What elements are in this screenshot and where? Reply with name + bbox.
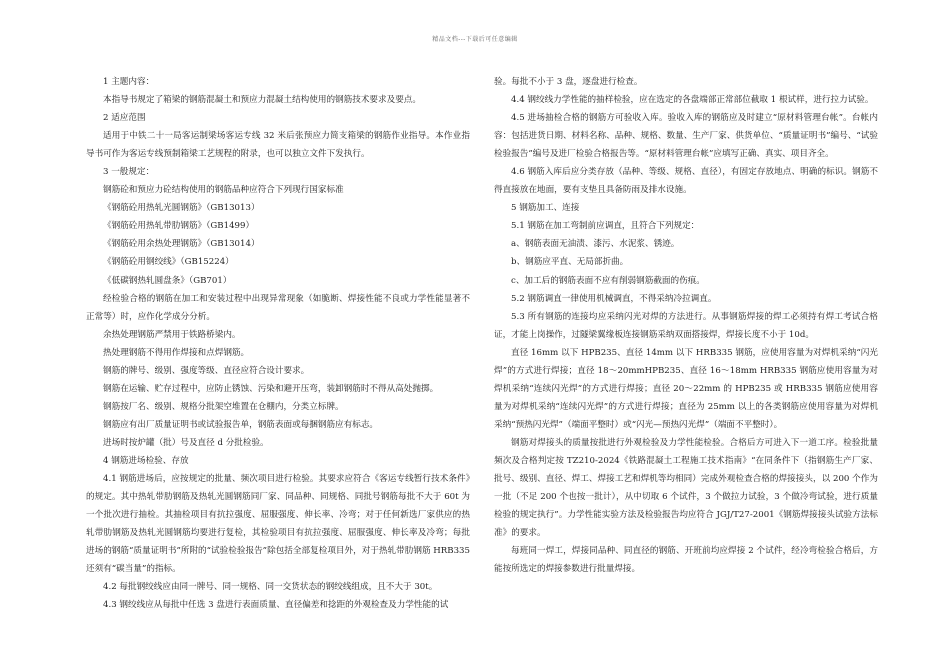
paragraph: 钢筋对焊接头的质量按批进行外观检验及力学性能检验。合格后方可进入下一道工序。检验批量频次及合格判定按 TZ210-2024《铁路混凝土工程施工技术指南》“在同条件下（指钢筋生产厂家、批号、级别、直径、焊工、焊接工艺和焊机等均相同）完成外观检查合格的焊接接头，以 200 个作为一批（不足 200 个也按一批计），从中切取 6 个试件，3 个做拉力试验，3 个做冷弯试验，进行质量检验的规定执行”。力学性能实验方法及检验报告均应符合 JGJ/T27-2001《钢筋焊接接头试验方法标准》的要求。 [494, 437, 878, 539]
paragraph: 每班同一焊工，焊接同品种、同直径的钢筋、开班前均应焊接 2 个试件，经冷弯检验合格后，方能按所选定的焊接参数进行批量焊接。 [494, 546, 878, 575]
paragraph: 钢筋应有出厂质量证明书或试验报告单，钢筋表面或每捆钢筋应有标志。 [103, 419, 379, 430]
left-column [86, 73, 470, 614]
paragraph: 《钢筋砼用钢绞线》（GB15224） [103, 257, 234, 268]
paragraph: 4.5 进场抽检合格的钢筋方可验收入库。验收入库的钢筋应及时建立“原材料管理台帐”。台帐内容：包括进货日期、材料名称、品种、规格、数量、生产厂家、供货单位、“质量证明书”编号、“试验检验报告”编号及进厂检验合格报告等。“原材料管理台帐”应填写正确、真实、项目齐全。 [494, 113, 878, 160]
paragraph: 钢筋的牌号、级别、强度等级、直径应符合设计要求。 [103, 365, 310, 376]
paragraph: 《低碳钢热轧圆盘条》（GB701） [103, 275, 232, 286]
paragraph: 2 适应范围 [103, 113, 146, 124]
paragraph: 《钢筋砼用热轧带肋钢筋》（GB1499） [103, 221, 255, 232]
paragraph: 4.2 每批钢绞线应由同一牌号、同一规格、同一交货状态的钢绞线组成，且不大于 30t。 [103, 582, 438, 593]
paragraph: 钢筋在运输、贮存过程中，应防止锈蚀、污染和避开压弯，装卸钢筋时不得从高处抛掷。 [103, 383, 439, 394]
paragraph: 《钢筋砼用热轧光圆钢筋》（GB13013） [103, 203, 260, 214]
paragraph: 5 钢筋加工、连接 [511, 203, 580, 214]
paragraph: c、加工后的钢筋表面不应有削弱钢筋截面的伤痕。 [511, 275, 705, 286]
paragraph: 4.4 钢绞线力学性能的抽样检验，应在选定的各盘端部正常部位截取 1 根试样，进行拉力试验。 [511, 95, 874, 106]
paragraph: 热处理钢筋不得用作焊接和点焊钢筋。 [103, 347, 250, 358]
page-header: 精品文档---下载后可任意编辑 [432, 36, 518, 43]
paragraph: 5.1 钢筋在加工弯制前应调直，且符合下列规定： [511, 221, 700, 232]
right-column [494, 73, 878, 578]
paragraph: 5.3 所有钢筋的连接均应采纳闪光对焊的方法进行。从事钢筋焊接的焊工必须持有焊工考试合格证，才能上岗操作，过隧梁翼缘板连接钢筋采纳双面搭接焊，焊接长度不小于 10d。 [494, 311, 878, 340]
paragraph: 经检验合格的钢筋在加工和安装过程中出现异常现象（如脆断、焊接性能不良或力学性能显著不正常等）时，应作化学成分分析。 [86, 293, 470, 322]
paragraph: 直径 16mm 以下 HPB235、直径 14mm 以下 HRB335 钢筋，应使用容量为对焊机采纳“闪光焊”的方式进行焊接；直径 18～20mmHPB235、直径 16～18mm HRB335 钢筋应使用容量为对焊机采纳“连续闪光焊”的方式进行焊接；直径 20～22mm 的 HPB235 或 HRB335 钢筋应使用容量为对焊机采纳“连续闪光焊”的方式进行焊接；直径为 25mm 以上的各类钢筋应使用容量为对焊机采纳“预热闪光焊”（端面平整时）或“闪光—预热闪光焊”（端面不平整时）。 [494, 347, 878, 430]
paragraph: 1 主题内容： [103, 77, 155, 87]
paragraph: 5.2 钢筋调直一律使用机械调直，不得采纳冷拉调直。 [511, 293, 717, 304]
paragraph: 《钢筋砼用余热处理钢筋》（GB13014） [103, 239, 260, 250]
paragraph: 进场时按炉罐（批）号及直径 d 分批检验。 [103, 437, 269, 448]
paragraph: 钢筋按厂名、级别、规格分批架空堆置在仓棚内，分类立标牌。 [103, 401, 344, 412]
paragraph: 适用于中铁二十一局客运制梁场客运专线 32 米后张预应力简支箱梁的钢筋作业指导。本作业指导书可作为客运专线预制箱梁工艺规程的附录，也可以独立文件下发执行。 [86, 131, 470, 160]
paragraph: 验。每批不小于 3 盘，逐盘进行检查。 [494, 77, 643, 87]
paragraph: a、钢筋表面无油渍、漆污、水泥浆、锈迹。 [511, 239, 680, 250]
paragraph: 4.3 钢绞线应从每批中任选 3 盘进行表面质量、直径偏差和捻距的外观检查及力学性能的试 [103, 600, 449, 611]
paragraph: 本指导书规定了箱梁的钢筋混凝土和预应力混凝土结构使用的钢筋技术要求及要点。 [103, 95, 421, 106]
paragraph: 3 一般规定： [103, 167, 155, 178]
paragraph: b、钢筋应平直、无局部折曲。 [511, 257, 629, 268]
paragraph: 4 钢筋进场检验、存放 [103, 455, 189, 466]
paragraph: 余热处理钢筋严禁用于铁路桥梁内。 [103, 329, 241, 340]
paragraph: 4.6 钢筋入库后应分类存放（品种、等级、规格、直径），有固定存放地点、明确的标识。钢筋不得直接放在地面，要有支垫且具备防雨及排水设施。 [494, 167, 878, 196]
paragraph: 钢筋砼和预应力砼结构使用的钢筋品种应符合下列现行国家标准 [103, 185, 344, 196]
paragraph: 4.1 钢筋进场后，应按规定的批量、频次项目进行检验。其要求应符合《客运专线暂行技术条件》的规定。其中热轧带肋钢筋及热轧光圆钢筋同厂家、同品种、同规格、同批号钢筋每批不大于 60t 为一个批次进行抽检。其抽检项目有抗拉强度、屈服强度、伸长率、冷弯；对于任何新选厂家供应的热轧带肋钢筋及热轧光圆钢筋均要进行复检，其检验项目有抗拉强度、屈服强度、伸长率及冷弯；每批进场的钢筋“质量证明书”所附的“试验检验报告”除包括全部复检项目外，对于热轧带肋钢筋 HRB335 还须有“碳当量”的指标。 [86, 474, 470, 575]
